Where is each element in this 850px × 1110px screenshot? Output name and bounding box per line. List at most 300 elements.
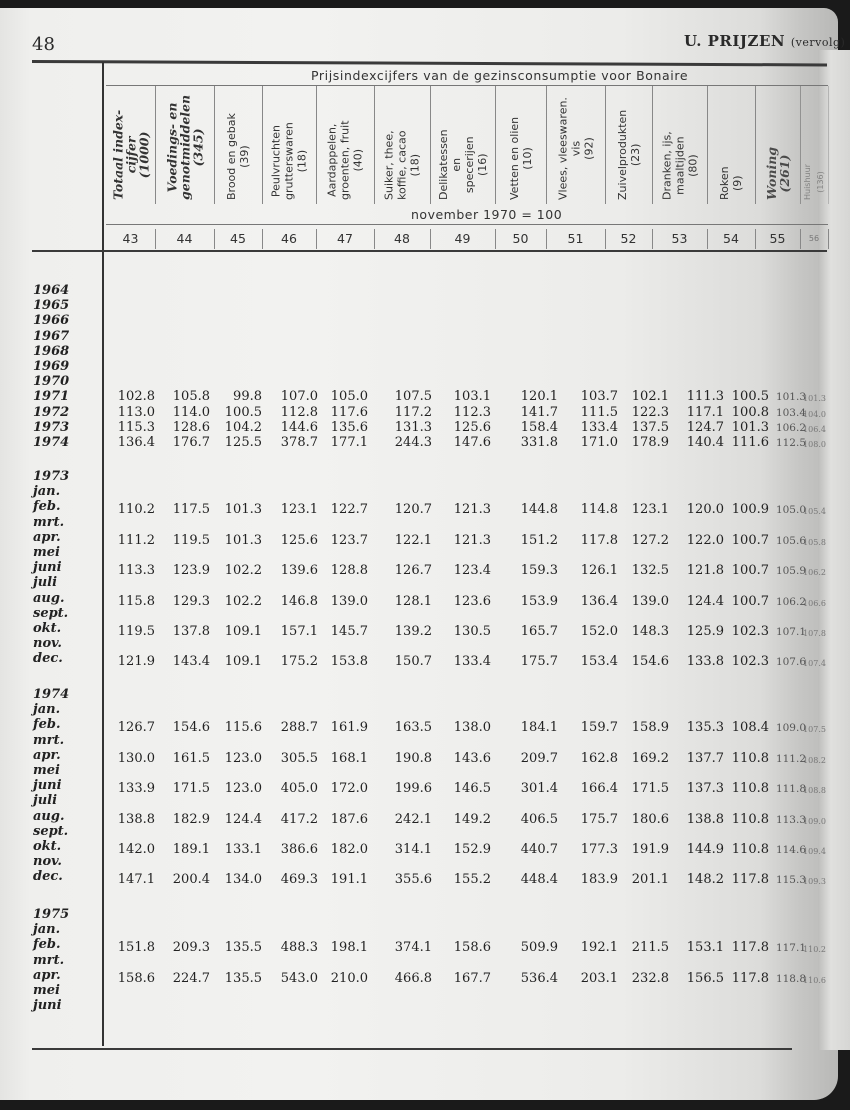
table-cell: 177.3 bbox=[580, 842, 618, 857]
table-cell: 128.8 bbox=[330, 563, 368, 579]
column-header-label bbox=[383, 130, 422, 200]
table-cell: 224.7 bbox=[172, 970, 210, 986]
column-header-label bbox=[801, 164, 827, 200]
table-cell: 107.5 bbox=[394, 389, 432, 405]
row-label: apr. bbox=[33, 529, 61, 545]
table-cell: 101.3 bbox=[803, 394, 826, 404]
stub-divider bbox=[102, 62, 104, 1046]
row-label: mrt. bbox=[33, 514, 65, 530]
table-cell: 115.3 bbox=[117, 419, 155, 435]
table-cell: 168.1 bbox=[330, 750, 368, 766]
table-cell: 106.2 bbox=[803, 568, 826, 578]
row-label: 1972 bbox=[33, 404, 70, 420]
table-cell: 151.2 bbox=[520, 532, 558, 548]
table-cell: 111.2 bbox=[117, 532, 155, 548]
row-label: mei bbox=[33, 763, 60, 778]
table-cell: 138.8 bbox=[117, 811, 155, 827]
table-cell: 137.7 bbox=[686, 750, 724, 766]
table-cell: 175.7 bbox=[520, 654, 558, 670]
header-line: Totaal index- bbox=[110, 109, 125, 200]
table-cell: 469.3 bbox=[280, 872, 318, 888]
table-cell: 184.1 bbox=[520, 720, 558, 736]
table-cell: 118.8 bbox=[775, 972, 806, 985]
table-cell: 106.4 bbox=[803, 424, 826, 434]
table-cell: 109.4 bbox=[803, 847, 826, 856]
table-cell: 133.1 bbox=[224, 842, 262, 857]
table-cell: 152.9 bbox=[453, 842, 491, 857]
row-label: 1974 bbox=[33, 435, 70, 450]
table-cell: 110.8 bbox=[731, 781, 769, 797]
table-cell: 105.8 bbox=[803, 537, 826, 547]
table-cell: 110.2 bbox=[803, 945, 826, 955]
table-cell: 110.2 bbox=[117, 502, 155, 518]
table-cell: 103.4 bbox=[775, 406, 806, 419]
table-cell: 159.7 bbox=[580, 720, 618, 736]
table-cell: 104.2 bbox=[224, 419, 262, 435]
column-header-label bbox=[225, 113, 251, 200]
table-cell: 117.8 bbox=[731, 970, 769, 986]
table-cell: 144.8 bbox=[520, 502, 558, 518]
table-cell: 117.1 bbox=[775, 942, 806, 955]
column-header-54 bbox=[707, 86, 756, 204]
row-label: dec. bbox=[33, 869, 63, 885]
table-cell: 128.6 bbox=[172, 419, 210, 435]
table-cell: 151.8 bbox=[117, 940, 155, 956]
column-header-46 bbox=[262, 86, 317, 204]
table-cell: 153.8 bbox=[330, 654, 368, 670]
header-line: (136) bbox=[816, 171, 825, 193]
row-label: mei bbox=[33, 545, 60, 560]
column-header-label bbox=[165, 95, 204, 200]
column-number-47: 47 bbox=[316, 229, 375, 249]
row-label: dec. bbox=[33, 651, 63, 667]
table-cell: 107.6 bbox=[775, 656, 806, 669]
table-cell: 117.1 bbox=[686, 404, 724, 420]
table-cell: 117.8 bbox=[580, 532, 618, 548]
table-cell: 138.8 bbox=[686, 811, 724, 827]
header-line: vis bbox=[569, 140, 582, 157]
table-cell: 331.8 bbox=[520, 435, 558, 450]
table-cell: 109.1 bbox=[224, 654, 262, 670]
table-cell: 107.4 bbox=[803, 659, 826, 669]
table-cell: 167.7 bbox=[453, 970, 491, 986]
table-cell: 301.4 bbox=[520, 781, 558, 797]
table-cell: 107.1 bbox=[775, 626, 806, 638]
table-cell: 111.3 bbox=[686, 389, 724, 405]
running-title-suffix: (vervolg) bbox=[790, 36, 846, 49]
bottom-rule bbox=[32, 1048, 792, 1050]
table-cell: 209.3 bbox=[172, 940, 210, 956]
table-cell: 139.0 bbox=[631, 593, 669, 609]
column-header-label bbox=[111, 110, 150, 200]
table-cell: 135.3 bbox=[686, 720, 724, 736]
table-cell: 109.3 bbox=[803, 877, 826, 887]
table-cell: 140.4 bbox=[686, 435, 724, 450]
table-cell: 102.3 bbox=[731, 624, 769, 639]
column-header-48 bbox=[374, 86, 431, 204]
header-line: (16) bbox=[475, 153, 489, 177]
table-cell: 125.5 bbox=[224, 435, 262, 450]
table-cell: 158.9 bbox=[631, 720, 669, 736]
table-cell: 136.4 bbox=[580, 593, 618, 609]
column-header-47 bbox=[316, 86, 375, 204]
column-number-53: 53 bbox=[652, 229, 708, 249]
table-cell: 115.6 bbox=[224, 720, 262, 736]
table-cell: 536.4 bbox=[520, 970, 558, 986]
table-cell: 122.0 bbox=[686, 532, 724, 548]
table-cell: 117.8 bbox=[731, 940, 769, 956]
column-number-43: 43 bbox=[106, 229, 156, 249]
table-cell: 111.6 bbox=[731, 435, 769, 450]
row-label: 1974 bbox=[33, 687, 70, 702]
table-cell: 121.8 bbox=[686, 563, 724, 579]
row-label: 1964 bbox=[33, 283, 70, 298]
table-cell: 180.6 bbox=[631, 811, 669, 827]
table-cell: 162.8 bbox=[580, 750, 618, 766]
table-cell: 175.7 bbox=[580, 811, 618, 827]
table-cell: 159.3 bbox=[520, 563, 558, 579]
table-cell: 135.6 bbox=[330, 419, 368, 435]
table-cell: 111.2 bbox=[775, 752, 806, 765]
table-cell: 161.5 bbox=[172, 750, 210, 766]
header-line: Vlees, vleeswaren. bbox=[556, 97, 569, 200]
column-header-label bbox=[765, 147, 791, 200]
table-cell: 101.3 bbox=[224, 502, 262, 518]
header-line: (23) bbox=[628, 143, 642, 167]
table-cell: 143.4 bbox=[172, 654, 210, 670]
table-cell: 132.5 bbox=[631, 563, 669, 579]
column-header-label bbox=[660, 131, 699, 200]
header-line: Delikatessen bbox=[436, 129, 450, 200]
row-label: juni bbox=[33, 560, 62, 576]
row-label: feb. bbox=[33, 499, 61, 515]
table-cell: 176.7 bbox=[172, 435, 210, 450]
table-cell: 108.8 bbox=[803, 786, 826, 796]
table-cell: 242.1 bbox=[394, 811, 432, 827]
row-label: 1969 bbox=[33, 359, 70, 374]
table-cell: 171.5 bbox=[631, 781, 669, 797]
table-cell: 105.0 bbox=[330, 389, 368, 405]
table-cell: 137.8 bbox=[172, 624, 210, 639]
table-cell: 117.8 bbox=[731, 872, 769, 888]
row-label: nov. bbox=[33, 854, 62, 870]
column-header-label bbox=[616, 110, 642, 200]
table-cell: 102.1 bbox=[631, 389, 669, 405]
column-header-label bbox=[270, 122, 309, 200]
header-line: Woning bbox=[763, 146, 779, 200]
table-cell: 103.7 bbox=[580, 389, 618, 405]
header-line: (9) bbox=[731, 175, 744, 191]
row-label: 1975 bbox=[33, 907, 70, 922]
table-cell: 158.4 bbox=[520, 419, 558, 435]
table-cell: 127.2 bbox=[631, 532, 669, 548]
table-cell: 102.8 bbox=[117, 389, 155, 405]
table-cell: 146.5 bbox=[453, 781, 491, 797]
table-cell: 102.3 bbox=[731, 654, 769, 670]
table-cell: 117.5 bbox=[172, 502, 210, 518]
row-label: mrt. bbox=[33, 732, 65, 748]
table-cell: 126.7 bbox=[117, 720, 155, 736]
table-cell: 148.3 bbox=[631, 624, 669, 639]
table-cell: 148.2 bbox=[686, 872, 724, 888]
table-cell: 157.1 bbox=[280, 624, 318, 639]
column-number-55: 55 bbox=[755, 229, 801, 249]
row-label: juli bbox=[33, 793, 58, 809]
table-cell: 244.3 bbox=[394, 435, 432, 450]
table-cell: 108.2 bbox=[803, 755, 826, 765]
column-header-52 bbox=[605, 86, 653, 204]
header-line: Roken bbox=[718, 166, 731, 200]
row-label: juli bbox=[33, 575, 58, 591]
table-cell: 114.6 bbox=[775, 844, 806, 856]
table-cell: 112.8 bbox=[280, 404, 318, 420]
table-cell: 117.2 bbox=[394, 404, 432, 420]
column-number-44: 44 bbox=[155, 229, 215, 249]
table-cell: 210.0 bbox=[330, 970, 368, 986]
table-cell: 139.6 bbox=[280, 563, 318, 579]
table-cell: 163.5 bbox=[394, 720, 432, 736]
table-cell: 155.2 bbox=[453, 872, 491, 888]
table-cell: 154.6 bbox=[631, 654, 669, 670]
table-cell: 183.9 bbox=[580, 872, 618, 888]
row-label: okt. bbox=[33, 839, 62, 854]
table-cell: 114.0 bbox=[172, 404, 210, 420]
table-cell: 133.8 bbox=[686, 654, 724, 670]
table-cell: 124.4 bbox=[686, 593, 724, 609]
header-line: (80) bbox=[686, 154, 699, 177]
table-cell: 509.9 bbox=[520, 940, 558, 956]
header-line: Vetten en olien bbox=[507, 116, 521, 200]
column-number-46: 46 bbox=[262, 229, 317, 249]
header-line: grutterswaren bbox=[282, 122, 296, 200]
row-label: 1973 bbox=[33, 469, 70, 484]
column-header-51 bbox=[546, 86, 606, 204]
table-cell: 129.3 bbox=[172, 593, 210, 609]
header-line: maaltijden bbox=[673, 136, 686, 195]
header-line: Brood en gebak bbox=[225, 113, 238, 200]
table-cell: 107.5 bbox=[803, 725, 826, 735]
table-cell: 122.1 bbox=[394, 532, 432, 548]
table-cell: 115.3 bbox=[775, 874, 806, 887]
header-line: (1000) bbox=[136, 131, 151, 179]
table-cell: 153.4 bbox=[580, 654, 618, 670]
running-title bbox=[684, 32, 845, 50]
table-cell: 123.0 bbox=[224, 781, 262, 797]
table-cell: 102.2 bbox=[224, 563, 262, 579]
table-cell: 124.7 bbox=[686, 419, 724, 435]
table-cell: 488.3 bbox=[280, 940, 318, 956]
header-line: (92) bbox=[582, 137, 595, 160]
header-line: (18) bbox=[408, 153, 422, 177]
table-cell: 123.6 bbox=[453, 593, 491, 609]
table-cell: 153.1 bbox=[686, 940, 724, 956]
header-line: cijfer bbox=[123, 136, 138, 174]
row-label: 1973 bbox=[33, 419, 70, 435]
table-cell: 100.5 bbox=[224, 404, 262, 420]
column-header-label bbox=[437, 129, 489, 200]
table-cell: 144.9 bbox=[686, 842, 724, 857]
table-cell: 115.8 bbox=[117, 593, 155, 609]
row-label: sept. bbox=[33, 605, 69, 621]
table-cell: 378.7 bbox=[280, 435, 318, 450]
table-cell: 177.1 bbox=[330, 435, 368, 450]
table-cell: 142.0 bbox=[117, 842, 155, 857]
table-cell: 101.3 bbox=[731, 419, 769, 435]
row-label: mei bbox=[33, 983, 60, 998]
table-cell: 107.0 bbox=[280, 389, 318, 405]
table-cell: 131.3 bbox=[394, 419, 432, 435]
table-cell: 100.8 bbox=[731, 404, 769, 420]
column-header-label bbox=[508, 117, 534, 200]
table-cell: 123.0 bbox=[224, 750, 262, 766]
table-cell: 106.2 bbox=[775, 595, 806, 608]
row-label: okt. bbox=[33, 621, 62, 636]
column-header-label bbox=[718, 166, 744, 200]
table-cell: 189.1 bbox=[172, 842, 210, 857]
table-cell: 191.1 bbox=[330, 872, 368, 888]
header-line: specerijen bbox=[462, 136, 476, 194]
table-supertitle: Prijsindexcijfers van de gezinsconsumptie voor Bonaire bbox=[311, 68, 689, 83]
table-cell: 105.4 bbox=[803, 507, 826, 517]
column-header-label bbox=[326, 120, 365, 200]
column-header-label bbox=[556, 97, 595, 200]
table-cell: 154.6 bbox=[172, 720, 210, 736]
table-cell: 200.4 bbox=[172, 872, 210, 888]
table-cell: 440.7 bbox=[520, 842, 558, 857]
table-cell: 150.7 bbox=[394, 654, 432, 670]
table-cell: 232.8 bbox=[631, 970, 669, 986]
table-cell: 135.5 bbox=[224, 940, 262, 956]
table-cell: 182.9 bbox=[172, 811, 210, 827]
table-cell: 105.0 bbox=[775, 504, 806, 517]
header-line: Suiker, thee, bbox=[382, 130, 396, 200]
table-cell: 110.8 bbox=[731, 811, 769, 827]
table-cell: 123.7 bbox=[330, 532, 368, 548]
table-cell: 192.1 bbox=[580, 940, 618, 956]
table-cell: 199.6 bbox=[394, 781, 432, 797]
table-cell: 161.9 bbox=[330, 720, 368, 736]
header-bottom-rule bbox=[32, 250, 827, 252]
row-label: nov. bbox=[33, 636, 62, 652]
column-header-45 bbox=[214, 86, 263, 204]
row-label: 1966 bbox=[33, 313, 70, 329]
table-cell: 191.9 bbox=[631, 842, 669, 857]
header-line: Huishuur bbox=[803, 164, 812, 200]
header-line: (39) bbox=[238, 145, 251, 168]
row-label: 1965 bbox=[33, 298, 70, 314]
header-line: koffie, cacao bbox=[395, 130, 409, 200]
table-cell: 133.9 bbox=[117, 781, 155, 797]
table-cell: 120.1 bbox=[520, 389, 558, 405]
column-number-54: 54 bbox=[707, 229, 756, 249]
column-header-56 bbox=[800, 86, 829, 204]
table-cell: 121.3 bbox=[453, 532, 491, 548]
column-number-50: 50 bbox=[495, 229, 547, 249]
row-label: feb. bbox=[33, 717, 61, 733]
table-cell: 108.4 bbox=[731, 720, 769, 736]
table-cell: 130.0 bbox=[117, 750, 155, 766]
table-cell: 123.9 bbox=[172, 563, 210, 579]
table-cell: 152.0 bbox=[580, 624, 618, 639]
page-number: 48 bbox=[32, 34, 55, 55]
table-cell: 417.2 bbox=[280, 811, 318, 827]
table-cell: 134.0 bbox=[224, 872, 262, 888]
table-cell: 113.3 bbox=[117, 563, 155, 579]
table-cell: 112.3 bbox=[453, 404, 491, 420]
table-cell: 103.1 bbox=[453, 389, 491, 405]
table-cell: 100.7 bbox=[731, 563, 769, 579]
table-cell: 178.9 bbox=[631, 435, 669, 450]
row-label: jan. bbox=[33, 484, 61, 500]
table-cell: 117.6 bbox=[330, 404, 368, 420]
table-cell: 171.5 bbox=[172, 781, 210, 797]
table-cell: 113.3 bbox=[775, 813, 806, 826]
table-cell: 133.4 bbox=[580, 419, 618, 435]
header-line: (18) bbox=[295, 149, 309, 173]
table-cell: 111.8 bbox=[775, 783, 806, 796]
table-cell: 105.8 bbox=[172, 389, 210, 405]
column-number-45: 45 bbox=[214, 229, 263, 249]
table-cell: 144.6 bbox=[280, 419, 318, 435]
table-cell: 126.1 bbox=[580, 563, 618, 579]
table-cell: 126.7 bbox=[394, 563, 432, 579]
table-cell: 175.2 bbox=[280, 654, 318, 670]
column-header-55 bbox=[755, 86, 801, 204]
table-cell: 133.4 bbox=[453, 654, 491, 670]
header-line: genotmiddelen bbox=[177, 94, 192, 200]
column-header-49 bbox=[430, 86, 496, 204]
header-line: (40) bbox=[351, 148, 365, 172]
row-label: 1968 bbox=[33, 343, 70, 359]
table-cell: 158.6 bbox=[117, 970, 155, 986]
table-cell: 203.1 bbox=[580, 970, 618, 986]
table-cell: 137.5 bbox=[631, 419, 669, 435]
header-line: groenten, fruit bbox=[338, 120, 352, 200]
table-cell: 138.0 bbox=[453, 720, 491, 736]
table-cell: 130.5 bbox=[453, 624, 491, 639]
table-cell: 405.0 bbox=[280, 781, 318, 797]
table-cell: 110.6 bbox=[803, 975, 826, 985]
table-cell: 156.5 bbox=[686, 970, 724, 986]
row-label: feb. bbox=[33, 937, 61, 953]
row-label: 1971 bbox=[33, 389, 70, 405]
row-label: juni bbox=[33, 778, 62, 794]
table-cell: 374.1 bbox=[394, 940, 432, 956]
header-line: (261) bbox=[776, 154, 792, 193]
table-cell: 165.7 bbox=[520, 624, 558, 639]
table-cell: 153.9 bbox=[520, 593, 558, 609]
row-label: juni bbox=[33, 998, 62, 1014]
table-cell: 135.5 bbox=[224, 970, 262, 986]
table-cell: 190.8 bbox=[394, 750, 432, 766]
table-cell: 141.7 bbox=[520, 404, 558, 420]
table-cell: 122.7 bbox=[330, 502, 368, 518]
table-cell: 198.1 bbox=[330, 940, 368, 956]
table-cell: 172.0 bbox=[330, 781, 368, 797]
table-cell: 104.0 bbox=[803, 409, 826, 419]
column-number-52: 52 bbox=[605, 229, 653, 249]
row-label: mrt. bbox=[33, 952, 65, 968]
table-cell: 209.7 bbox=[520, 750, 558, 766]
table-cell: 386.6 bbox=[280, 842, 318, 857]
table-cell: 119.5 bbox=[172, 532, 210, 548]
table-cell: 123.1 bbox=[280, 502, 318, 518]
table-cell: 166.4 bbox=[580, 781, 618, 797]
table-cell: 125.9 bbox=[686, 624, 724, 639]
table-cell: 100.5 bbox=[731, 389, 769, 405]
table-cell: 99.8 bbox=[233, 389, 262, 405]
table-cell: 158.6 bbox=[453, 940, 491, 956]
